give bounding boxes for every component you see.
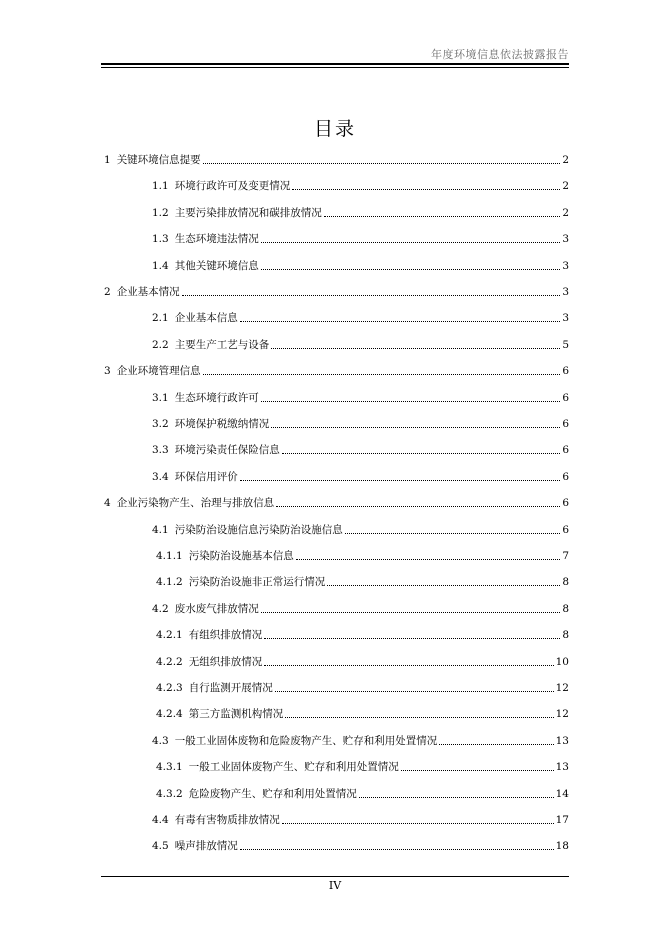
toc-entry[interactable] [156,628,569,642]
toc-entry-number: 4.1.2 [156,576,183,589]
toc-entry-label [152,311,238,325]
toc-entry-label [104,364,201,378]
toc-entry-page: 2 [562,206,569,219]
toc-entry-leader [271,427,560,428]
toc-entry[interactable] [156,575,569,589]
toc-entry-title: 环境行政许可及变更情况 [174,180,291,193]
toc-entry-leader [261,269,561,270]
toc-entry-title: 有组织排放情况 [188,629,263,642]
toc-entry-leader [264,665,553,666]
toc-entry-number: 4.2.1 [156,629,183,642]
toc-entry[interactable] [152,179,569,193]
toc-entry-leader [324,216,561,217]
toc-entry-title: 企业环境管理信息 [116,365,201,378]
toc-entry[interactable] [104,496,569,510]
toc-entry-number: 4.2.3 [156,682,183,694]
toc-entry-page: 12 [555,708,569,721]
page-number: IV [328,879,342,892]
toc-entry-label [156,681,273,695]
toc-entry-title: 自行监测开展情况 [188,682,273,694]
toc-entry-page: 10 [555,655,569,668]
toc-entry-title: 企业基本信息 [174,312,238,325]
toc-entry-page: 8 [562,576,569,589]
toc-entry-leader [401,770,554,771]
toc-entry-title: 污染防治设施基本信息 [188,550,294,562]
toc-entry-page: 13 [555,761,569,774]
toc-entry-title: 污染防治设施信息污染防治设施信息 [174,523,343,536]
toc-entry-leader [285,717,553,718]
toc-entry[interactable] [152,602,569,616]
toc-entry-leader [327,585,560,586]
toc-entry-title: 主要污染排放情况和碳排放情况 [174,206,322,219]
toc-entry-number: 4.4 [152,814,169,826]
toc-entry-number: 4.1 [152,523,169,536]
toc-entry-label [152,179,290,193]
toc-entry[interactable] [104,364,569,378]
toc-entry-page: 6 [562,391,569,404]
toc-entry[interactable] [152,839,569,853]
toc-entry[interactable] [152,259,569,273]
toc-entry-leader [203,163,561,164]
toc-entry-leader [240,321,561,322]
toc-entry[interactable] [156,681,569,695]
toc-entry-page: 6 [562,470,569,483]
toc-entry[interactable] [152,338,569,352]
toc-entry-label [152,417,269,431]
toc-entry-title: 企业污染物产生、治理与排放信息 [116,497,275,510]
toc-entry-label [152,602,259,616]
toc-entry-title: 有毒有害物质排放情况 [174,814,280,826]
toc-entry-label [152,391,259,405]
toc-entry-number: 1.3 [152,233,169,246]
toc-entry-leader [439,744,553,745]
toc-entry[interactable] [152,232,569,246]
toc-entry-label [104,153,201,167]
toc-entry-page: 8 [562,629,569,642]
toc-entry-title: 生态环境违法情况 [174,233,259,246]
toc-entry-number: 4.1.1 [156,550,183,562]
toc-entry-number: 1.1 [152,180,169,193]
toc-entry[interactable] [104,153,569,167]
toc-entry-leader [261,612,561,613]
toc-entry-title: 一般工业固体废物和危险废物产生、贮存和利用处置情况 [174,734,438,747]
toc-entry-page: 6 [562,523,569,536]
toc-entry-title: 环境保护税缴纳情况 [174,418,270,430]
toc-entry-page: 3 [562,233,569,246]
header-rule-thin [101,67,569,68]
toc-entry-number: 2.2 [152,338,169,351]
toc-entry-label [152,259,259,273]
toc-entry-label [152,443,280,457]
toc-entry[interactable] [152,443,569,457]
toc-entry-label [152,839,238,853]
toc-entry-page: 3 [562,312,569,325]
toc-entry[interactable] [156,655,569,669]
toc-entry[interactable] [152,206,569,220]
toc-entry-label [152,338,269,352]
toc-entry-leader [240,480,561,481]
toc-entry-page: 3 [562,259,569,272]
toc-entry[interactable] [152,734,569,748]
toc-entry-number: 4.3.2 [156,787,183,800]
header-title: 年度环境信息依法披露报告 [431,48,569,61]
toc-entry-title: 危险废物产生、贮存和利用处置情况 [188,787,357,800]
toc-entry-leader [275,691,554,692]
toc-entry-number: 3.3 [152,444,169,457]
toc-entry-leader [261,401,561,402]
toc-entry-label [152,232,259,246]
toc-entry-number: 4.5 [152,840,169,853]
toc-entry-label [156,549,294,563]
toc-entry[interactable] [152,470,569,484]
toc-entry-label [104,496,274,510]
toc-entry-page: 12 [555,682,569,694]
toc-entry-label [152,813,280,827]
toc-entry-leader [359,797,554,798]
toc-entry-title: 关键环境信息提要 [116,154,201,166]
toc-entry-number: 3.2 [152,418,169,430]
toc-entry-leader [182,295,561,296]
toc-entry-number: 3 [104,365,111,378]
toc-entry[interactable] [156,787,569,801]
toc-entry-page: 2 [562,180,569,193]
toc-entry-title: 其他关键环境信息 [174,259,259,272]
toc-entry-number: 4.2.4 [156,708,183,721]
toc-entry-label [152,206,322,220]
toc-entry-title: 企业基本情况 [116,286,180,298]
toc-entry-title: 废水废气排放情况 [174,602,259,615]
toc-entry-leader [271,348,560,349]
toc-entry-label [156,655,262,669]
toc-entry-leader [240,849,554,850]
toc-entry-number: 1.2 [152,206,169,219]
toc-entry-page: 6 [562,418,569,430]
footer-rule [101,876,569,877]
toc-entry-page: 14 [555,787,569,800]
toc-entry-title: 第三方监测机构情况 [188,708,284,721]
toc-entry-page: 7 [562,550,569,562]
toc-entry[interactable] [104,285,569,299]
toc-entry-title: 污染防治设施非正常运行情况 [188,576,326,589]
toc-entry-page: 18 [555,840,569,853]
toc-entry-page: 6 [562,497,569,510]
header-rule-thick [101,63,569,65]
toc-entry-page: 5 [562,338,569,351]
toc-entry-number: 1 [104,154,111,166]
toc-entry-page: 3 [562,286,569,298]
toc-entry-leader [261,242,561,243]
toc-entry-leader [276,506,560,507]
toc-entry-number: 1.4 [152,259,169,272]
toc-title: 目录 [313,118,356,140]
toc-entry-leader [203,374,561,375]
toc-entry-number: 3.4 [152,470,169,483]
toc-entry[interactable] [152,417,569,431]
toc-entry-page: 6 [562,365,569,378]
toc-entry-label [152,734,437,748]
toc-entry-label [104,285,180,299]
toc-entry-title: 一般工业固体废物产生、贮存和利用处置情况 [188,761,399,774]
toc-entry-number: 2.1 [152,312,169,325]
toc-entry-label [156,628,262,642]
toc-entry-title: 主要生产工艺与设备 [174,338,270,351]
toc-entry-title: 环保信用评价 [174,470,238,483]
toc-entry-number: 4.3.1 [156,761,183,774]
toc-entry-label [156,575,325,589]
toc-entry-leader [345,533,561,534]
toc-entry-number: 2 [104,286,111,298]
toc-entry-number: 4.3 [152,734,169,747]
toc-entry-title: 环境污染责任保险信息 [174,444,280,457]
toc-entry[interactable] [152,391,569,405]
toc-entry-label [152,523,343,537]
toc-entry-title: 噪声排放情况 [174,840,238,853]
toc-entry-label [152,470,238,484]
toc-entry[interactable] [152,813,569,827]
toc-entry-page: 2 [562,154,569,166]
toc-entry-label [156,787,357,801]
toc-entry-leader [282,453,561,454]
toc-entry-leader [292,189,560,190]
toc-entry-leader [264,638,560,639]
toc-entry[interactable] [156,707,569,721]
toc-entry-title: 无组织排放情况 [188,655,263,668]
toc-entry-number: 3.1 [152,391,169,404]
toc-entry-page: 13 [555,734,569,747]
toc-entry-number: 4.2 [152,602,169,615]
toc-entry[interactable] [152,311,569,325]
toc-entry[interactable] [156,549,569,563]
toc-entry-label [156,760,399,774]
toc-entry-page: 8 [562,602,569,615]
toc-entry-page: 6 [562,444,569,457]
toc-entry-label [156,707,283,721]
toc-entry-number: 4.2.2 [156,655,183,668]
toc-entry-number: 4 [104,497,111,510]
toc-entry-leader [296,559,561,560]
toc-entry-page: 17 [555,814,569,826]
toc-entry[interactable] [156,760,569,774]
toc-entry-title: 生态环境行政许可 [174,391,259,404]
toc-entry[interactable] [152,523,569,537]
toc-entry-leader [282,823,554,824]
